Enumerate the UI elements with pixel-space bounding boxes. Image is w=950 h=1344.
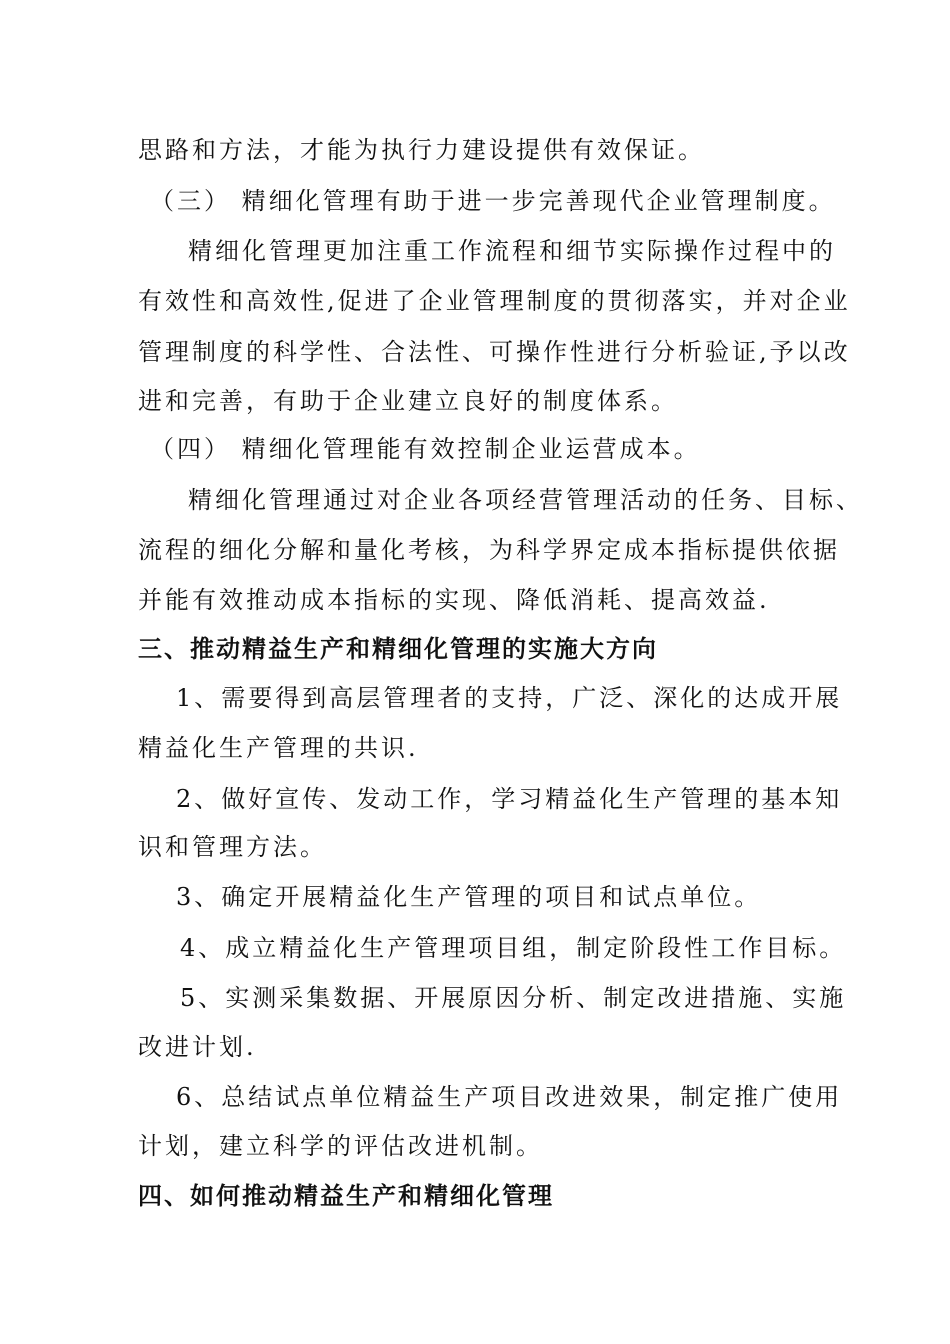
list-item: 3、确定开展精益化生产管理的项目和试点单位。 [176, 883, 762, 911]
list-item: 5、实测采集数据、开展原因分析、制定改进措施、实施 [180, 984, 847, 1012]
paragraph-line: 思路和方法，才能为执行力建设提供有效保证。 [138, 136, 705, 164]
list-item: 6、总结试点单位精益生产项目改进效果，制定推广使用 [176, 1083, 843, 1111]
section-heading-three: 三、推动精益生产和精细化管理的实施大方向 [138, 635, 658, 663]
list-item-continuation: 精益化生产管理的共识. [138, 734, 419, 762]
list-item-continuation: 识和管理方法。 [138, 833, 327, 861]
list-item-continuation: 计划，建立科学的评估改进机制。 [138, 1132, 543, 1160]
paragraph-line: 流程的细化分解和量化考核，为科学界定成本指标提供依据 [138, 536, 840, 564]
list-item: 4、成立精益化生产管理项目组，制定阶段性工作目标。 [180, 934, 847, 962]
list-item-continuation: 改进计划. [138, 1033, 257, 1061]
paragraph-line: 并能有效推动成本指标的实现、降低消耗、提高效益. [138, 586, 770, 614]
subheading-three: （三） 精细化管理有助于进一步完善现代企业管理制度。 [150, 187, 836, 215]
paragraph-line: 有效性和高效性,促进了企业管理制度的贯彻落实，并对企业 [138, 287, 851, 315]
section-heading-four: 四、如何推动精益生产和精细化管理 [138, 1182, 554, 1210]
list-item: 2、做好宣传、发动工作，学习精益化生产管理的基本知 [176, 785, 843, 813]
list-item: 1、需要得到高层管理者的支持，广泛、深化的达成开展 [176, 684, 843, 712]
paragraph-line: 管理制度的科学性、合法性、可操作性进行分析验证,予以改 [138, 338, 851, 366]
paragraph-line: 精细化管理更加注重工作流程和细节实际操作过程中的 [188, 237, 836, 265]
paragraph-line: 精细化管理通过对企业各项经营管理活动的任务、目标、 [188, 486, 863, 514]
subheading-four: （四） 精细化管理能有效控制企业运营成本。 [150, 435, 701, 463]
paragraph-line: 进和完善，有助于企业建立良好的制度体系。 [138, 387, 678, 415]
